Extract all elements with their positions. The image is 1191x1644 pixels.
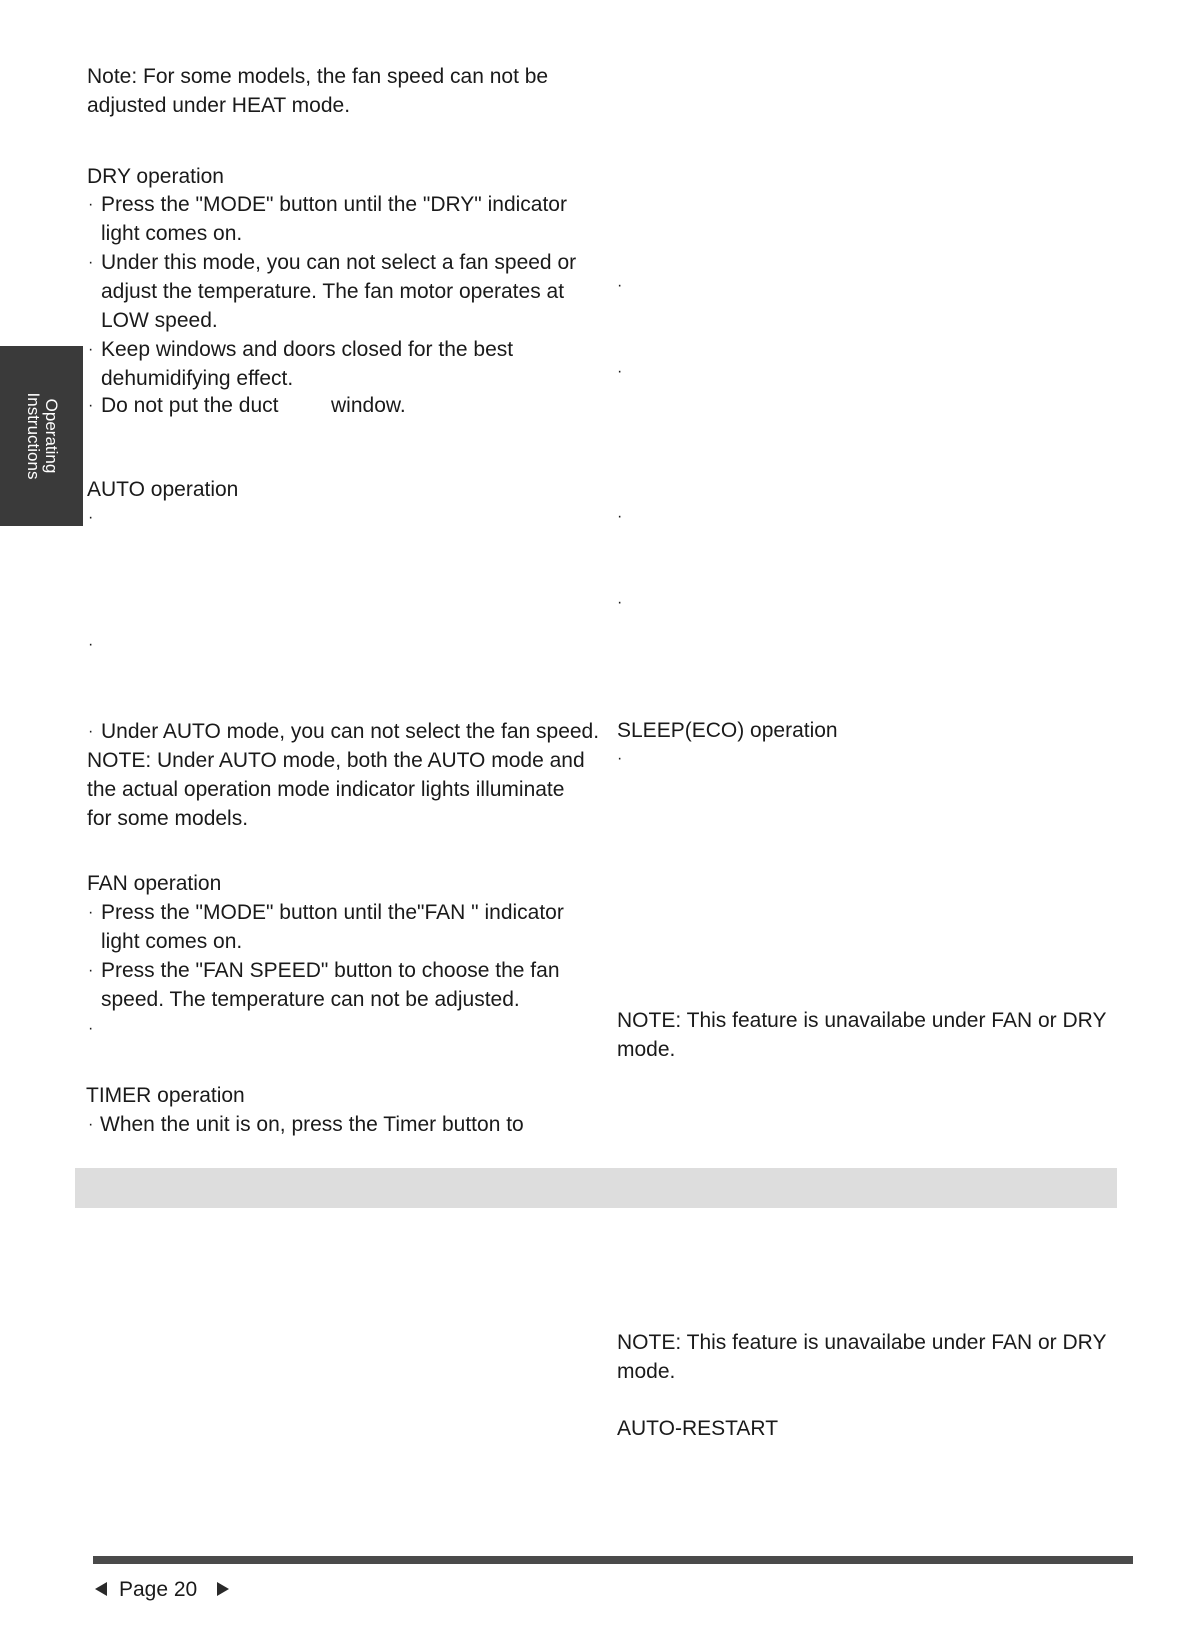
dry-bullet1-line2: light comes on. (101, 222, 243, 245)
bullet-dot: · (617, 594, 623, 611)
auto-heading: AUTO operation (87, 478, 239, 501)
bullet-dot: · (617, 363, 623, 380)
bullet-dot: · (617, 508, 623, 525)
note2-line1: NOTE: This feature is unavailabe under FAN or DRY (617, 1331, 1107, 1354)
heat-note-line1: Note: For some models, the fan speed can not be (87, 65, 549, 88)
fan-bullet1-line2: light comes on. (101, 930, 243, 953)
note2-line2: mode. (617, 1360, 676, 1383)
bullet-dot: · (88, 962, 94, 979)
section-band (75, 1168, 1117, 1208)
dry-bullet2-line3: LOW speed. (101, 309, 218, 332)
sleep-note-line1: NOTE: This feature is unavailabe under FAN or DRY (617, 1009, 1107, 1032)
dry-bullet2-line1: Under this mode, you can not select a fan speed or (101, 251, 577, 274)
bullet-dot: · (88, 1020, 94, 1037)
dry-bullet1-line1: Press the "MODE" button until the "DRY" indicator (101, 193, 567, 216)
auto-note-line2: the actual operation mode indicator lights illuminate (87, 778, 565, 801)
sleep-note-line2: mode. (617, 1038, 676, 1061)
auto-restart-heading: AUTO-RESTART (617, 1417, 779, 1440)
auto-note-line1: NOTE: Under AUTO mode, both the AUTO mode and (87, 749, 585, 772)
bullet-dot: · (88, 341, 94, 358)
bullet-dot: · (617, 750, 623, 767)
auto-note-line3: for some models. (87, 807, 249, 830)
bullet-dot: · (88, 1116, 94, 1133)
dry-bullet2-line2: adjust the temperature. The fan motor operates at (101, 280, 565, 303)
timer-bullet1-line1: When the unit is on, press the Timer button to (100, 1113, 524, 1136)
dry-bullet3-line2: dehumidifying effect. (101, 367, 294, 390)
side-tab-label: Operating Instructions (24, 392, 61, 480)
bullet-dot: · (88, 509, 94, 526)
timer-heading: TIMER operation (86, 1084, 245, 1107)
prev-page-icon[interactable] (95, 1582, 107, 1596)
sleep-heading: SLEEP(ECO) operation (617, 719, 838, 742)
fan-bullet2-line1: Press the "FAN SPEED" button to choose the fan (101, 959, 560, 982)
bullet-dot: · (617, 277, 623, 294)
dry-bullet4-part2: window. (331, 394, 406, 417)
fan-heading: FAN operation (87, 872, 222, 895)
dry-bullet3-line1: Keep windows and doors closed for the best (101, 338, 514, 361)
bullet-dot: · (88, 254, 94, 271)
fan-bullet1-line1: Press the "MODE" button until the"FAN " indicator (101, 901, 564, 924)
bullet-dot: · (88, 904, 94, 921)
bullet-dot: · (88, 196, 94, 213)
dry-bullet4-part1: Do not put the duct (101, 394, 279, 417)
bullet-dot: · (88, 723, 94, 740)
dry-heading: DRY operation (87, 165, 224, 188)
fan-bullet2-line2: speed. The temperature can not be adjusted. (101, 988, 520, 1011)
bullet-dot: · (88, 636, 94, 653)
next-page-icon[interactable] (217, 1582, 229, 1596)
footer-rule (93, 1556, 1133, 1564)
page-number: Page 20 (119, 1578, 198, 1601)
bullet-dot: · (88, 397, 94, 414)
auto-bullet: Under AUTO mode, you can not select the fan speed. (101, 720, 600, 743)
heat-note-line2: adjusted under HEAT mode. (87, 94, 351, 117)
